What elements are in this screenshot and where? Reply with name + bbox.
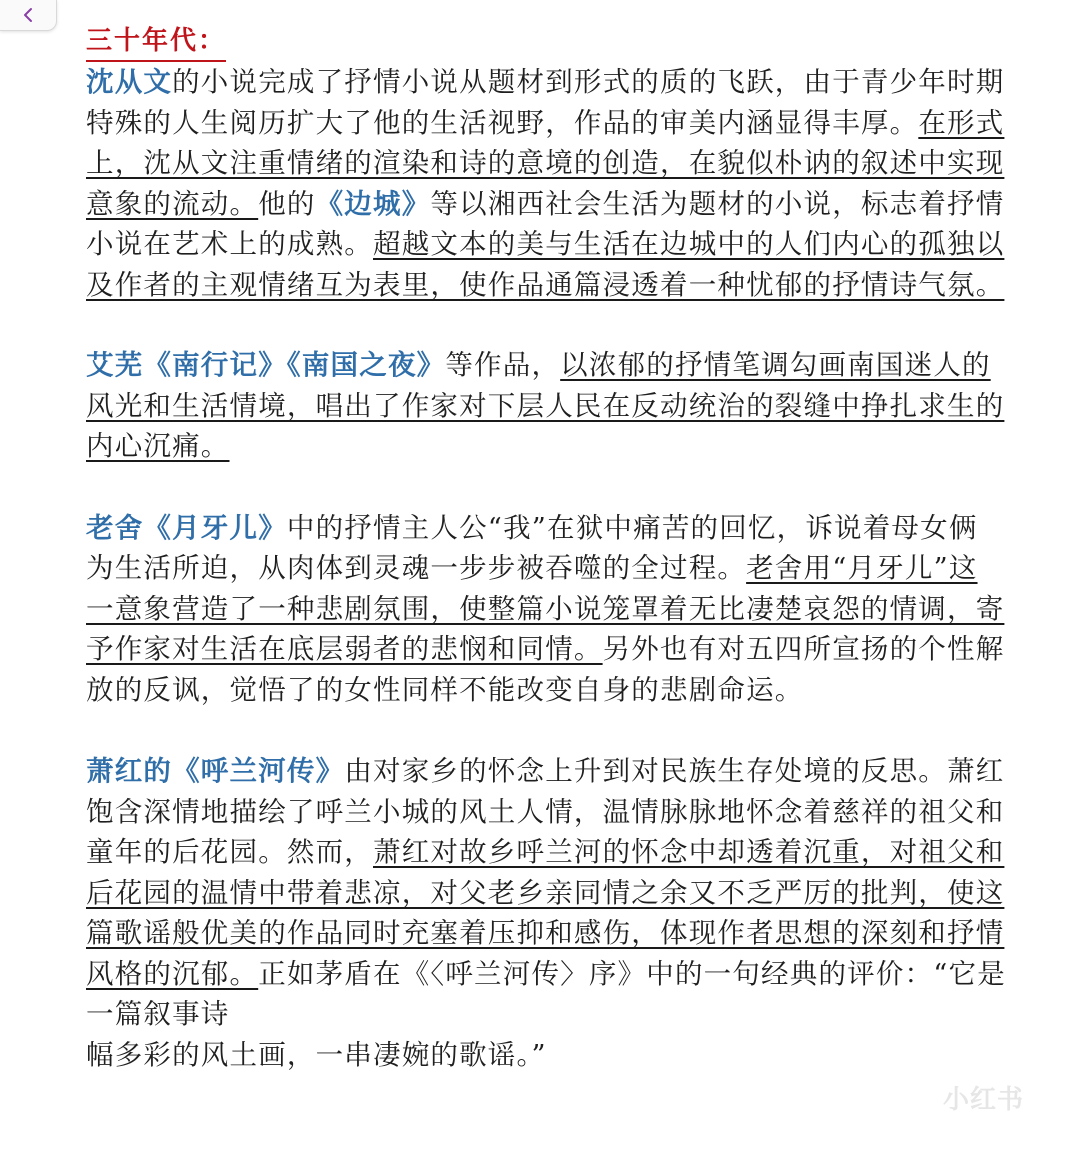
author-name: 沈从文 — [86, 66, 173, 98]
back-button[interactable] — [0, 0, 57, 31]
author-name: 萧红的《呼兰河传》 — [86, 755, 345, 787]
underlined-text: 老舍用“月牙儿”这一意象营造了一种悲剧氛围，使整篇小说笼罩着无比凄楚哀怨的情调，寄予作家对生活在底层弱者的悲悯和同情。 — [86, 552, 1005, 665]
underlined-text: 以浓郁的抒情笔调勾画南国迷人的风光和生活情境，唱出了作家对下层人民在反动统治的裂缝中挣扎求生的内心沉痛。 — [86, 349, 1005, 462]
paragraph-text: 的小说完成了抒情小说从题材到形式的质的飞跃，由于青少年时期特殊的人生阅历扩大了他的生活视野，作品的审美内涵显得丰厚。 — [86, 66, 1005, 139]
document-body — [86, 22, 1006, 1075]
paragraph-text: 等作品， — [445, 349, 561, 381]
paragraph-xiao-hong — [86, 751, 1006, 1075]
underlined-text: 萧红对故乡呼兰河的怀念中却透着沉重，对祖父和后花园的温情中带着悲凉，对父老乡亲同情之余又不乏严厉的批判，使这篇歌谣般优美的作品同时充塞着压抑和感伤，体现作者思想的深刻和抒情风格的沉郁。 — [86, 836, 1005, 990]
watermark-logo: 小红书 — [942, 1085, 1024, 1115]
paragraph-text: 另外也有对五四所宣扬的个性解放的反讽，觉悟了的女性同样不能改变自身的悲剧命运。 — [86, 633, 1005, 706]
paragraph-text: 由对家乡的怀念上升到对民族生存处境的反思。萧红饱含深情地描绘了呼兰小城的风土人情，温情脉脉地怀念着慈祥的祖父和童年的后花园。然而， — [86, 755, 1005, 868]
paragraph-lao-she — [86, 508, 1006, 711]
author-name: 老舍《月牙儿》 — [86, 511, 287, 544]
paragraph-ai-wu — [86, 345, 1006, 467]
paragraph-text: 正如茅盾在《〈呼兰河传〉序》中的一句经典的评价：“它是一篇叙事诗 — [86, 957, 1006, 1030]
paragraph-text: 中的抒情主人公“我”在狱中痛苦的回忆，诉说着母女俩为生活所迫，从肉体到灵魂一步步被吞噬的全过程。 — [86, 511, 978, 584]
paragraph-text: 等以湘西社会生活为题材的小说，标志着抒情小说在艺术上的成熟。 — [86, 187, 1005, 260]
paragraph-text: 他的 — [258, 187, 316, 220]
section-heading: 三十年代： — [86, 22, 226, 62]
chevron-left-icon — [21, 7, 35, 23]
paragraph-text: 幅多彩的风土画，一串凄婉的歌谣。” — [86, 1038, 547, 1071]
underlined-text: 在形式上，沈从文注重情绪的渲染和诗的意境的创造，在貌似朴讷的叙述中实现意象的流动。 — [86, 106, 1005, 220]
underlined-text: 超越文本的美与生活在边城中的人们内心的孤独以及作者的主观情绪互为表里，使作品通篇浸透着一种忧郁的抒情诗气氛。 — [86, 228, 1005, 301]
work-title: 《边城》 — [315, 187, 431, 220]
author-name: 艾芜《南行记》《南国之夜》 — [86, 349, 446, 381]
paragraph-shen-congwen — [86, 62, 1006, 305]
